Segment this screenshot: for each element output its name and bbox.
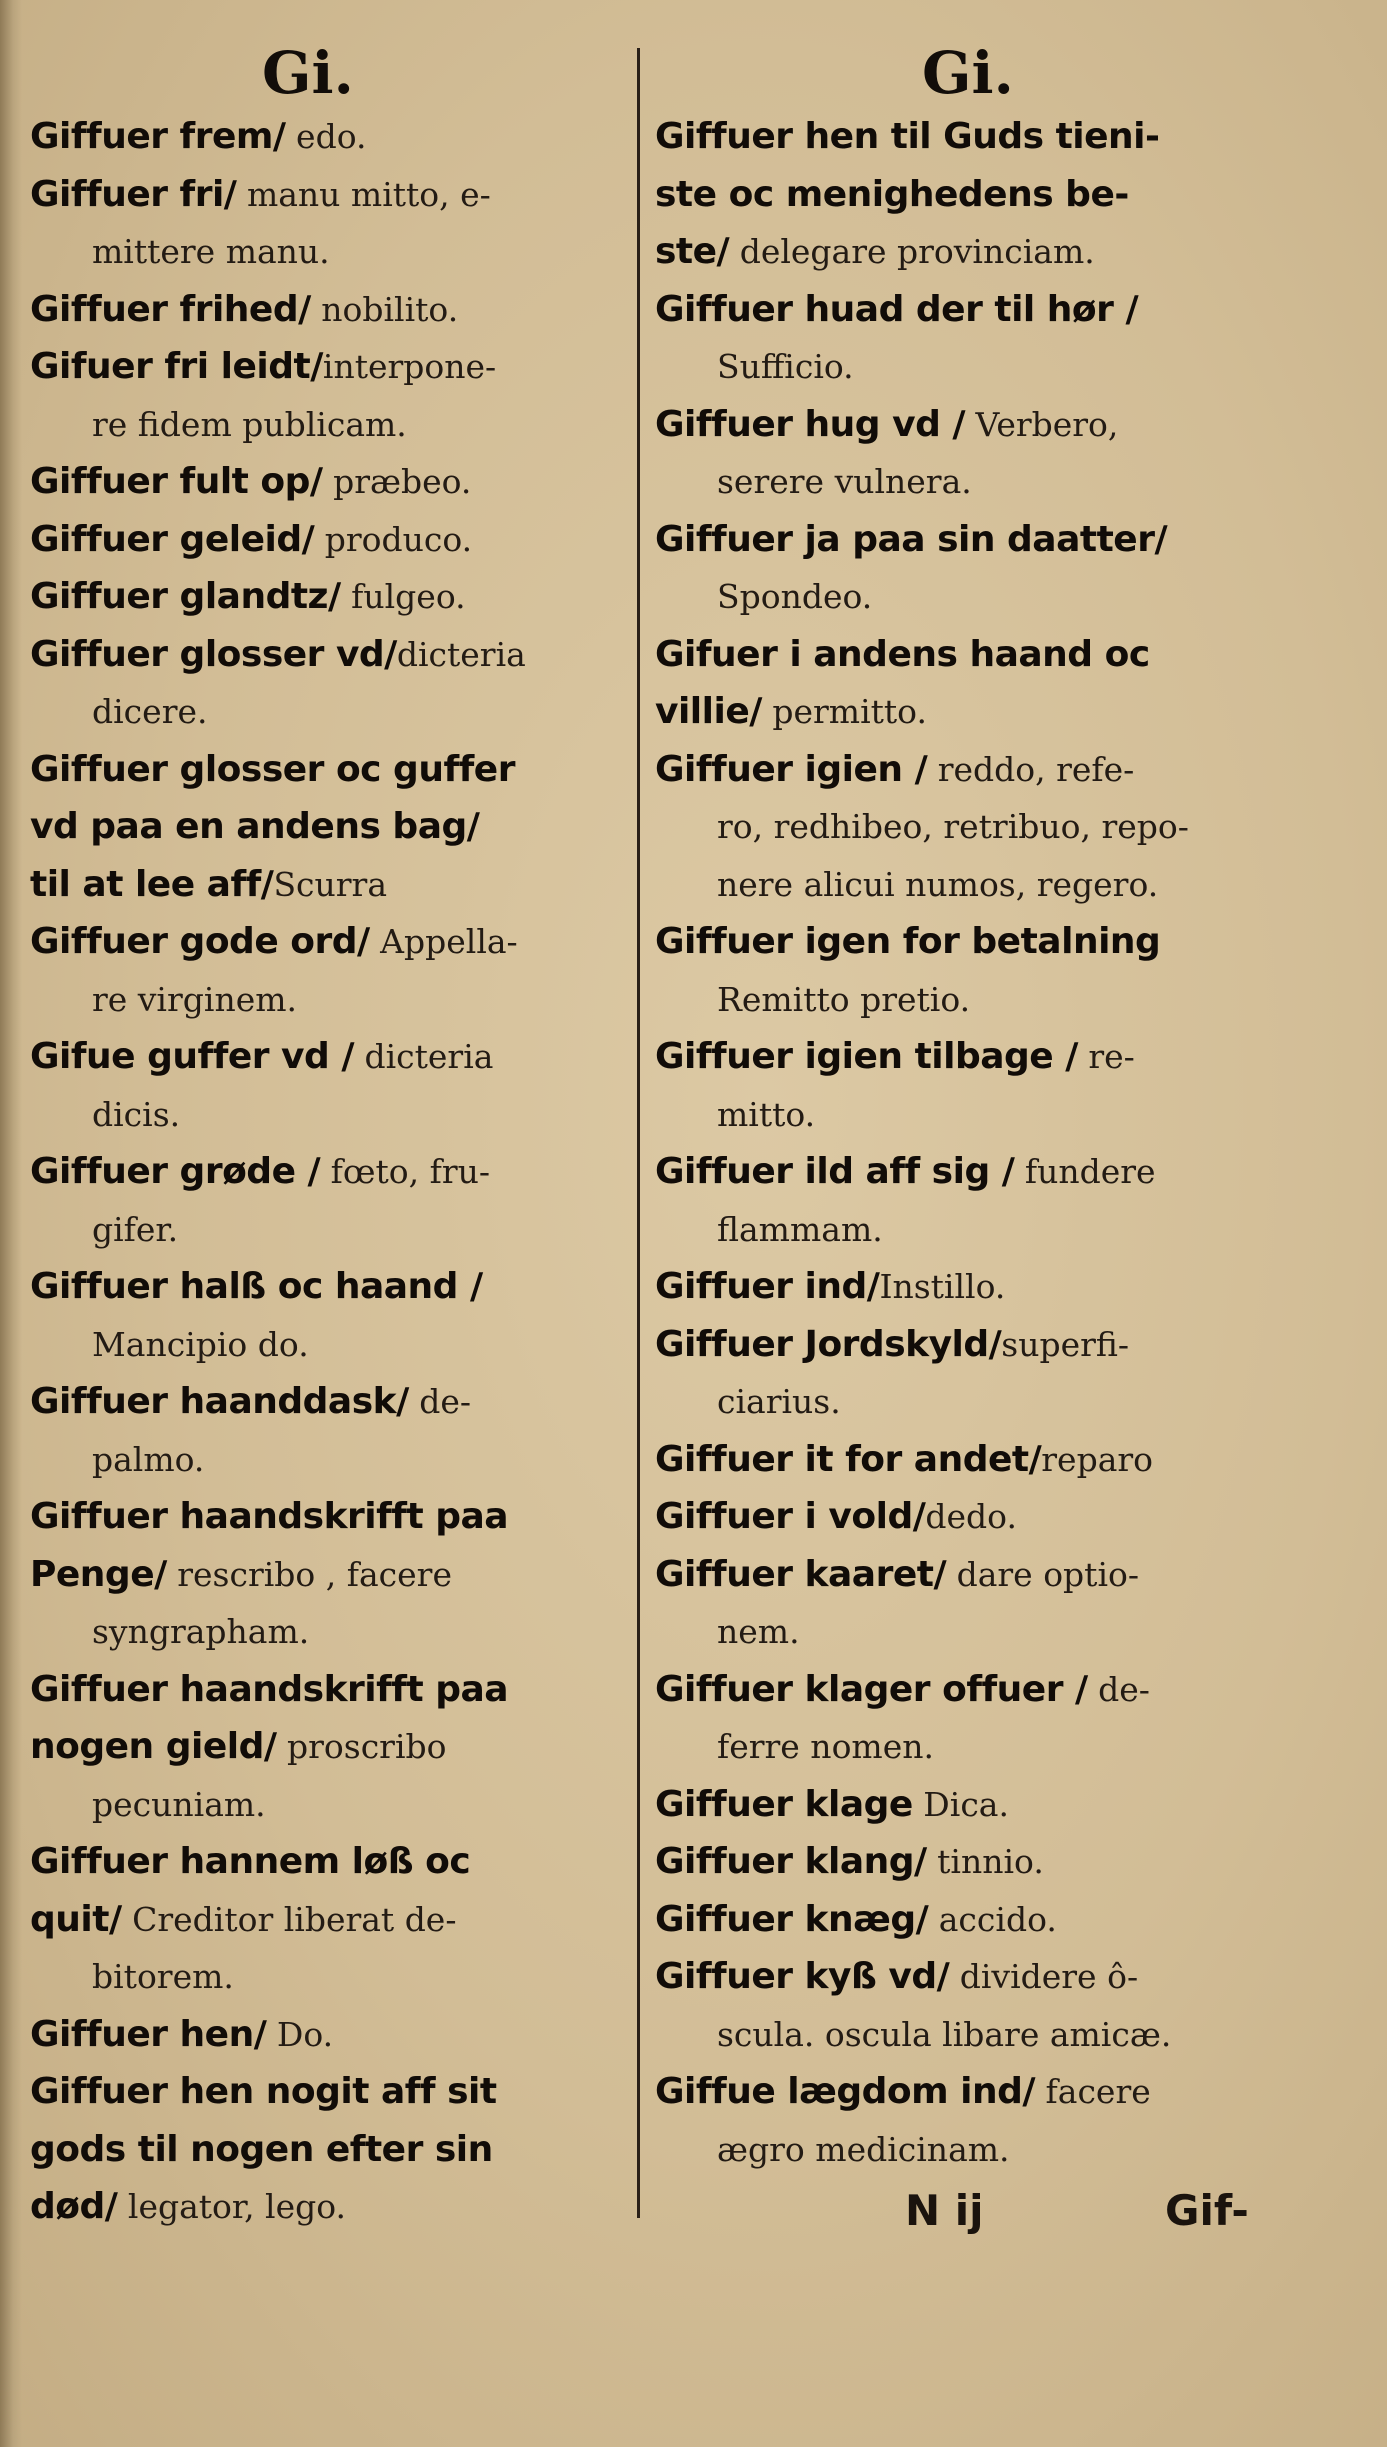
entry-line bbox=[655, 1258, 1265, 1316]
entry-headword: Giffuer haandskrifft paa bbox=[30, 1668, 509, 1710]
entry-line bbox=[655, 1948, 1265, 2006]
entry-latin-gloss: palmo. bbox=[92, 1439, 205, 1479]
dictionary-entry bbox=[655, 1546, 1265, 1661]
entry-headword: Giffuer hen/ bbox=[30, 2013, 267, 2055]
dictionary-entry bbox=[655, 1948, 1265, 2063]
entry-headword: Giffuer halß oc haand / bbox=[30, 1266, 483, 1307]
entry-line bbox=[655, 223, 1265, 281]
entry-line bbox=[30, 683, 628, 741]
entry-latin-gloss: nem. bbox=[717, 1612, 800, 1651]
entry-line bbox=[30, 856, 628, 914]
entry-headword: Giffuer huad der til hør / bbox=[655, 288, 1139, 330]
entry-headword: Giffuer haandskrifft paa bbox=[30, 1496, 509, 1537]
entry-latin-gloss: interpone- bbox=[322, 347, 497, 386]
entry-line bbox=[30, 1833, 628, 1891]
entry-latin-gloss: fulgeo. bbox=[340, 577, 466, 616]
entry-headword: Giffuer klage bbox=[655, 1783, 913, 1825]
entry-line bbox=[655, 108, 1265, 166]
dictionary-entry bbox=[30, 2063, 628, 2236]
dictionary-entry bbox=[655, 2063, 1265, 2178]
entry-latin-gloss: tinnio. bbox=[926, 1842, 1044, 1881]
entry-line bbox=[655, 1316, 1265, 1374]
entry-latin-gloss: ciarius. bbox=[717, 1382, 841, 1421]
entry-line bbox=[30, 2063, 628, 2121]
entry-latin-gloss: Dica. bbox=[912, 1784, 1009, 1824]
entry-headword: Giffuer igien / bbox=[655, 748, 928, 790]
entry-headword: Giffuer igien tilbage / bbox=[655, 1036, 1078, 1077]
entry-latin-gloss: syngrapham. bbox=[92, 1612, 310, 1651]
entry-line bbox=[30, 1028, 628, 1086]
dictionary-entry bbox=[30, 166, 628, 281]
entry-latin-gloss: accido. bbox=[928, 1899, 1057, 1939]
entry-latin-gloss: Verbero, bbox=[965, 404, 1119, 444]
entry-latin-gloss: dare optio- bbox=[946, 1554, 1140, 1594]
entry-line bbox=[30, 1546, 628, 1604]
dictionary-entry bbox=[30, 568, 628, 626]
entry-headword: Giffuer fri/ bbox=[30, 173, 237, 215]
entry-latin-gloss: mittere manu. bbox=[92, 232, 330, 271]
dictionary-entry bbox=[655, 108, 1265, 281]
entry-latin-gloss: nere alicui numos, regero. bbox=[717, 864, 1159, 904]
entry-headword: villie/ bbox=[655, 691, 762, 732]
entry-headword: Giffuer glosser oc guffer bbox=[30, 748, 515, 790]
dictionary-entry bbox=[30, 626, 628, 741]
entry-line bbox=[655, 1028, 1265, 1086]
entry-headword: Giffuer hen til Guds tieni- bbox=[655, 116, 1160, 157]
entry-line bbox=[30, 1201, 628, 1259]
entry-latin-gloss: de- bbox=[1087, 1669, 1150, 1709]
entry-headword: Giffuer kaaret/ bbox=[655, 1553, 947, 1595]
entry-headword: Giffuer haanddask/ bbox=[30, 1381, 409, 1422]
dictionary-entry bbox=[655, 1028, 1265, 1143]
entry-latin-gloss: Spondeo. bbox=[717, 577, 873, 616]
entry-latin-gloss: facere bbox=[1035, 2072, 1151, 2111]
entry-latin-gloss: legator, lego. bbox=[117, 2187, 347, 2226]
entry-line bbox=[655, 913, 1265, 971]
entry-latin-gloss: Scurra bbox=[273, 864, 388, 904]
entry-latin-gloss: dedo. bbox=[925, 1497, 1017, 1536]
dictionary-entry bbox=[655, 281, 1265, 396]
dictionary-entry bbox=[30, 511, 628, 569]
entry-line bbox=[655, 683, 1265, 741]
entry-line bbox=[30, 1373, 628, 1431]
entry-latin-gloss: mitto. bbox=[717, 1094, 816, 1134]
dictionary-entry bbox=[30, 108, 628, 166]
entry-latin-gloss: dicteria bbox=[396, 634, 526, 674]
entry-line bbox=[30, 1948, 628, 2006]
entry-latin-gloss: ro, redhibeo, retribuo, repo- bbox=[717, 807, 1189, 846]
entry-headword: Giffuer frihed/ bbox=[30, 288, 311, 330]
dictionary-entry bbox=[655, 1143, 1265, 1258]
right-column bbox=[655, 108, 1265, 2178]
dictionary-entry bbox=[30, 1661, 628, 1834]
entry-headword: Giffuer knæg/ bbox=[655, 1898, 929, 1940]
entry-line bbox=[655, 281, 1265, 339]
entry-headword: ste/ bbox=[655, 231, 730, 272]
entry-headword: Giffuer ild aff sig / bbox=[655, 1151, 1015, 1192]
entry-line bbox=[655, 2063, 1265, 2121]
entry-line bbox=[655, 971, 1265, 1029]
entry-line bbox=[30, 511, 628, 569]
dictionary-entry bbox=[655, 1776, 1265, 1834]
entry-line bbox=[30, 741, 628, 799]
left-column bbox=[30, 108, 628, 2236]
entry-line bbox=[655, 1891, 1265, 1949]
dictionary-entry bbox=[655, 1431, 1265, 1489]
entry-headword: Giffuer kyß vd/ bbox=[655, 1956, 950, 1997]
entry-latin-gloss: ferre nomen. bbox=[717, 1727, 934, 1766]
entry-headword: Giffuer fult op/ bbox=[30, 461, 323, 502]
dictionary-entry bbox=[30, 338, 628, 453]
entry-headword: ste oc menighedens be- bbox=[655, 173, 1129, 215]
entry-line bbox=[30, 1316, 628, 1374]
entry-headword: Gifuer i andens haand oc bbox=[655, 633, 1150, 675]
dictionary-entry bbox=[655, 1661, 1265, 1776]
entry-line bbox=[655, 741, 1265, 799]
entry-latin-gloss: superfi- bbox=[1001, 1324, 1130, 1364]
entry-latin-gloss: dicis. bbox=[92, 1094, 181, 1134]
entry-latin-gloss: re fidem publicam. bbox=[92, 404, 407, 444]
entry-line bbox=[30, 108, 628, 166]
entry-latin-gloss: Remitto pretio. bbox=[717, 979, 971, 1019]
entry-headword: vd paa en andens bag/ bbox=[30, 806, 480, 847]
entry-latin-gloss: Mancipio do. bbox=[92, 1324, 309, 1364]
entry-line bbox=[30, 1143, 628, 1201]
entry-line bbox=[655, 1833, 1265, 1891]
entry-line bbox=[30, 1776, 628, 1834]
column-divider bbox=[637, 48, 640, 2218]
entry-latin-gloss: gifer. bbox=[92, 1209, 179, 1249]
entry-line bbox=[30, 798, 628, 856]
entry-line bbox=[655, 1546, 1265, 1604]
entry-headword: Giffuer i vold/ bbox=[655, 1496, 926, 1537]
dictionary-entry bbox=[30, 1143, 628, 1258]
dictionary-entry bbox=[30, 1373, 628, 1488]
entry-latin-gloss: fundere bbox=[1014, 1152, 1156, 1191]
entry-latin-gloss: Do. bbox=[266, 2014, 334, 2054]
entry-headword: Giffuer ja paa sin daatter/ bbox=[655, 518, 1168, 560]
entry-headword: Giffuer grøde / bbox=[30, 1151, 321, 1192]
signature-mark: N ij bbox=[905, 2186, 984, 2235]
dictionary-entry bbox=[30, 1833, 628, 2006]
dictionary-entry bbox=[30, 281, 628, 339]
entry-latin-gloss: rescribo , facere bbox=[166, 1554, 452, 1594]
entry-headword: Giffuer it for andet/ bbox=[655, 1438, 1042, 1480]
dictionary-entry bbox=[655, 626, 1265, 741]
page-gutter-shadow bbox=[0, 0, 22, 2447]
entry-line bbox=[30, 338, 628, 396]
entry-latin-gloss: præbeo. bbox=[322, 462, 472, 501]
entry-latin-gloss: de- bbox=[408, 1382, 472, 1421]
entry-line bbox=[655, 511, 1265, 569]
left-column-heading: Gi. bbox=[262, 39, 354, 107]
entry-line bbox=[30, 568, 628, 626]
entry-line bbox=[30, 1258, 628, 1316]
entry-headword: quit/ bbox=[30, 1898, 122, 1940]
entry-headword: Penge/ bbox=[30, 1553, 167, 1595]
entry-latin-gloss: nobilito. bbox=[310, 289, 459, 329]
right-column-heading: Gi. bbox=[922, 39, 1014, 107]
entry-line bbox=[655, 396, 1265, 454]
entry-latin-gloss: dividere ô- bbox=[949, 1957, 1139, 1996]
entry-latin-gloss: re- bbox=[1077, 1037, 1135, 1076]
entry-line bbox=[655, 166, 1265, 224]
entry-headword: Giffuer hug vd / bbox=[655, 403, 966, 445]
entry-latin-gloss: fœto, fru- bbox=[320, 1152, 491, 1191]
entry-headword: Giffuer glandtz/ bbox=[30, 576, 341, 617]
entry-headword: Giffuer frem/ bbox=[30, 116, 286, 157]
dictionary-entry bbox=[30, 741, 628, 914]
entry-line bbox=[655, 1488, 1265, 1546]
dictionary-entry bbox=[655, 1488, 1265, 1546]
entry-line bbox=[655, 856, 1265, 914]
entry-headword: død/ bbox=[30, 2186, 118, 2227]
entry-latin-gloss: reddo, refe- bbox=[927, 749, 1135, 789]
dictionary-entry bbox=[655, 1833, 1265, 1891]
entry-line bbox=[655, 2121, 1265, 2179]
dictionary-entry bbox=[655, 511, 1265, 626]
dictionary-entry bbox=[30, 1488, 628, 1661]
entry-latin-gloss: flammam. bbox=[717, 1209, 883, 1249]
entry-line bbox=[655, 626, 1265, 684]
entry-line bbox=[655, 1718, 1265, 1776]
entry-headword: Giffuer Jordskyld/ bbox=[655, 1323, 1002, 1365]
entry-headword: gods til nogen efter sin bbox=[30, 2128, 493, 2170]
entry-line bbox=[30, 626, 628, 684]
entry-headword: Giffuer klang/ bbox=[655, 1841, 927, 1882]
entry-latin-gloss: dicere. bbox=[92, 692, 208, 731]
entry-line bbox=[655, 798, 1265, 856]
entry-line bbox=[30, 166, 628, 224]
entry-line bbox=[30, 1718, 628, 1776]
entry-line bbox=[30, 281, 628, 339]
entry-latin-gloss: proscribo bbox=[276, 1727, 447, 1766]
entry-latin-gloss: dicteria bbox=[353, 1037, 494, 1076]
dictionary-entry bbox=[655, 396, 1265, 511]
entry-line bbox=[30, 1086, 628, 1144]
entry-line bbox=[30, 913, 628, 971]
entry-headword: Giffue lægdom ind/ bbox=[655, 2071, 1036, 2112]
entry-headword: Giffuer igen for betalning bbox=[655, 921, 1161, 962]
entry-line bbox=[30, 1661, 628, 1719]
entry-line bbox=[655, 568, 1265, 626]
entry-line bbox=[655, 1776, 1265, 1834]
entry-latin-gloss: scula. oscula libare amicæ. bbox=[717, 2014, 1172, 2054]
entry-headword: Giffuer geleid/ bbox=[30, 518, 315, 560]
entry-headword: Gifue guffer vd / bbox=[30, 1036, 354, 1077]
dictionary-entry bbox=[655, 741, 1265, 914]
entry-latin-gloss: ægro medicinam. bbox=[717, 2129, 1010, 2169]
entry-latin-gloss: reparo bbox=[1041, 1439, 1154, 1479]
entry-line bbox=[655, 1603, 1265, 1661]
entry-line bbox=[655, 1201, 1265, 1259]
dictionary-entry bbox=[30, 1028, 628, 1143]
entry-line bbox=[655, 1143, 1265, 1201]
entry-latin-gloss: produco. bbox=[314, 519, 473, 559]
dictionary-entry bbox=[655, 1316, 1265, 1431]
entry-latin-gloss: permitto. bbox=[761, 692, 927, 731]
dictionary-entry bbox=[30, 453, 628, 511]
entry-line bbox=[30, 1431, 628, 1489]
entry-line bbox=[30, 2121, 628, 2179]
entry-line bbox=[30, 396, 628, 454]
entry-latin-gloss: pecuniam. bbox=[92, 1784, 266, 1824]
dictionary-entry bbox=[655, 1258, 1265, 1316]
dictionary-entry bbox=[655, 913, 1265, 1028]
entry-line bbox=[30, 971, 628, 1029]
entry-headword: Giffuer gode ord/ bbox=[30, 921, 370, 962]
entry-latin-gloss: serere vulnera. bbox=[717, 462, 972, 501]
entry-latin-gloss: re virginem. bbox=[92, 979, 298, 1019]
entry-line bbox=[655, 1661, 1265, 1719]
entry-line bbox=[655, 338, 1265, 396]
entry-headword: Giffuer hannem løß oc bbox=[30, 1841, 471, 1882]
entry-latin-gloss: Appella- bbox=[369, 922, 518, 961]
entry-line bbox=[655, 1373, 1265, 1431]
entry-line bbox=[655, 453, 1265, 511]
entry-headword: til at lee aff/ bbox=[30, 863, 274, 905]
entry-latin-gloss: Instillo. bbox=[879, 1267, 1006, 1306]
entry-line bbox=[30, 223, 628, 281]
entry-headword: Giffuer klager offuer / bbox=[655, 1668, 1088, 1710]
dictionary-entry bbox=[30, 1258, 628, 1373]
dictionary-entry bbox=[30, 913, 628, 1028]
entry-latin-gloss: Creditor liberat de- bbox=[121, 1899, 457, 1939]
entry-headword: Giffuer hen nogit aff sit bbox=[30, 2071, 497, 2112]
entry-headword: Giffuer ind/ bbox=[655, 1266, 880, 1307]
dictionary-entry bbox=[30, 2006, 628, 2064]
entry-latin-gloss: edo. bbox=[285, 117, 367, 156]
entry-line bbox=[655, 2006, 1265, 2064]
entry-latin-gloss: manu mitto, e- bbox=[236, 174, 491, 214]
catchword: Gif- bbox=[1165, 2186, 1249, 2235]
entry-headword: nogen gield/ bbox=[30, 1726, 277, 1767]
entry-line bbox=[655, 1431, 1265, 1489]
entry-latin-gloss: delegare provinciam. bbox=[729, 232, 1095, 271]
entry-line bbox=[30, 2006, 628, 2064]
dictionary-entry bbox=[655, 1891, 1265, 1949]
entry-line bbox=[655, 1086, 1265, 1144]
entry-line bbox=[30, 1603, 628, 1661]
entry-headword: Gifuer fri leidt/ bbox=[30, 346, 323, 387]
entry-latin-gloss: Sufficio. bbox=[717, 347, 854, 386]
entry-line bbox=[30, 1891, 628, 1949]
entry-line bbox=[30, 453, 628, 511]
entry-headword: Giffuer glosser vd/ bbox=[30, 633, 397, 675]
entry-line bbox=[30, 2178, 628, 2236]
entry-line bbox=[30, 1488, 628, 1546]
entry-latin-gloss: bitorem. bbox=[92, 1957, 234, 1996]
